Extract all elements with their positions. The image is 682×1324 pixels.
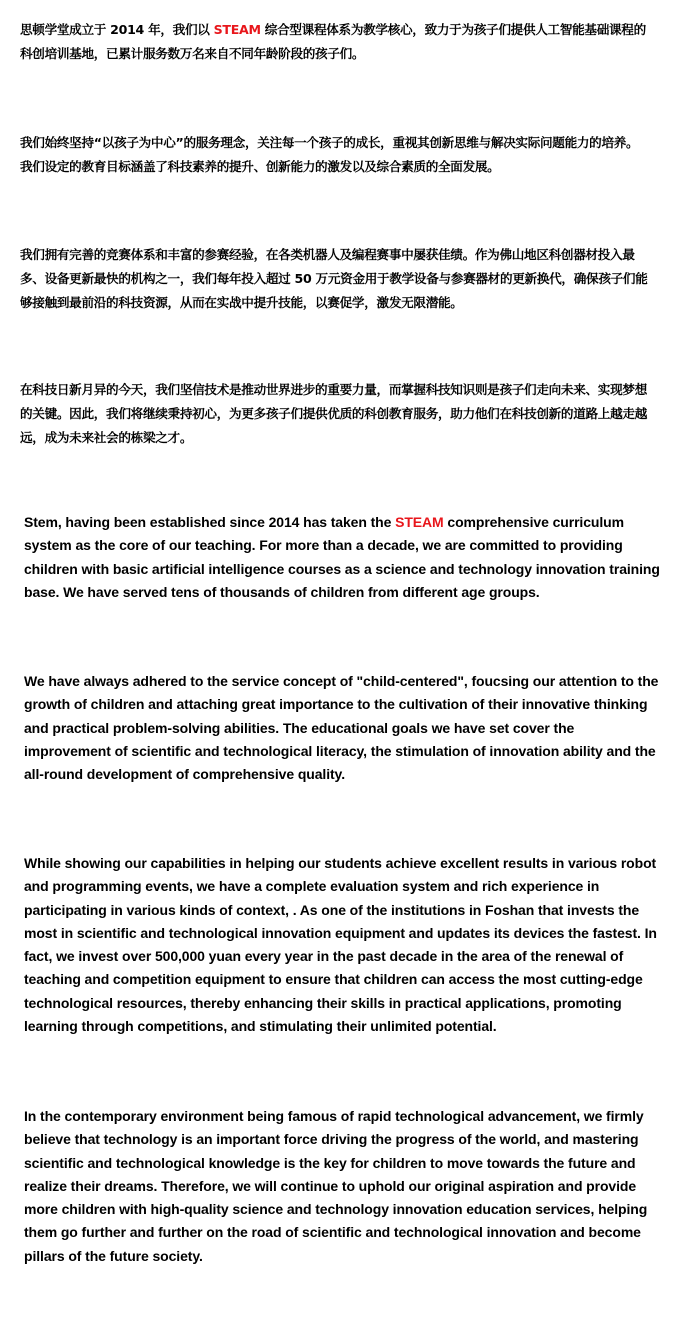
- english-paragraph-concept: We have always adhered to the service concept of "child-centered", foucsing our attention to the growth of children and attaching great importance to the cultivation of their innovative thinking and practical problem-solving abilities. The educational goals we have set cover the improvement of scientific and technological literacy, the stimulation of innovation ability and the all-round development of comprehensive quality.: [24, 673, 659, 783]
- english-paragraph-intro: [24, 511, 664, 604]
- steam-highlight: STEAM: [395, 514, 444, 530]
- text: 综合型课程体系为教学核心，致力于为孩子们提供人工智能基础课程的科创培训基地，已累计服务数万名来自不同年龄阶段的孩子们。: [20, 22, 646, 61]
- steam-highlight: STEAM: [213, 22, 261, 37]
- chinese-paragraph-intro: [20, 18, 648, 66]
- chinese-paragraph-competition: 我们拥有完善的竞赛体系和丰富的参赛经验，在各类机器人及编程赛事中屡获佳绩。作为佛山地区科创器材投入最多、设备更新最快的机构之一，我们每年投入超过 50 万元资金用于教学设备与参赛器材的更新换代，确保孩子们能够接触到最前沿的科技资源，从而在实战中提升技能，以赛促学，激发无限潜能。: [20, 247, 648, 310]
- english-paragraph-competition: While showing our capabilities in helping our students achieve excellent results in various robot and programming events, we have a complete evaluation system and rich experience in participating in various kinds of context, . As one of the institutions in Foshan that invests the most in scientific and technological innovation equipment and updates its devices the fastest. In fact, we invest over 500,000 yuan every year in the past decade in the area of the renewal of teaching and competition equipment to ensure that children can access the most cutting-edge technological resources, thereby enhancing their skills in practical applications, promoting learning through competitions, and stimulating their unlimited potential.: [24, 855, 657, 1035]
- chinese-paragraph-future: 在科技日新月异的今天，我们坚信技术是推动世界进步的重要力量，而掌握科技知识则是孩子们走向未来、实现梦想的关键。因此，我们将继续秉持初心，为更多孩子们提供优质的科创教育服务，助力他们在科技创新的道路上越走越远，成为未来社会的栋梁之才。: [20, 382, 647, 445]
- text: Stem, having been established since 2014 has taken the: [24, 514, 396, 530]
- chinese-paragraph-concept: 我们始终坚持“以孩子为中心”的服务理念，关注每一个孩子的成长，重视其创新思维与解决实际问题能力的培养。我们设定的教育目标涵盖了科技素养的提升、创新能力的激发以及综合素质的全面发展。: [20, 135, 639, 174]
- english-paragraph-future: In the contemporary environment being famous of rapid technological advancement, we firmly believe that technology is an important force driving the progress of the world, and mastering scientific and technological knowledge is the key for children to move towards the future and realize their dreams. Therefore, we will continue to uphold our original aspiration and provide more children with high-quality science and technology innovation education services, helping them go further and further on the road of scientific and technological innovation and become pillars of the future society.: [24, 1108, 648, 1264]
- text: 思顿学堂成立于 2014 年，我们以: [20, 22, 214, 37]
- text: comprehensive curriculum system as the core of our teaching. For more than a decade, we are committed to providing children with basic artificial intelligence courses as a science and technology innovation training base. We have served tens of thousands of children from different age groups.: [24, 514, 660, 600]
